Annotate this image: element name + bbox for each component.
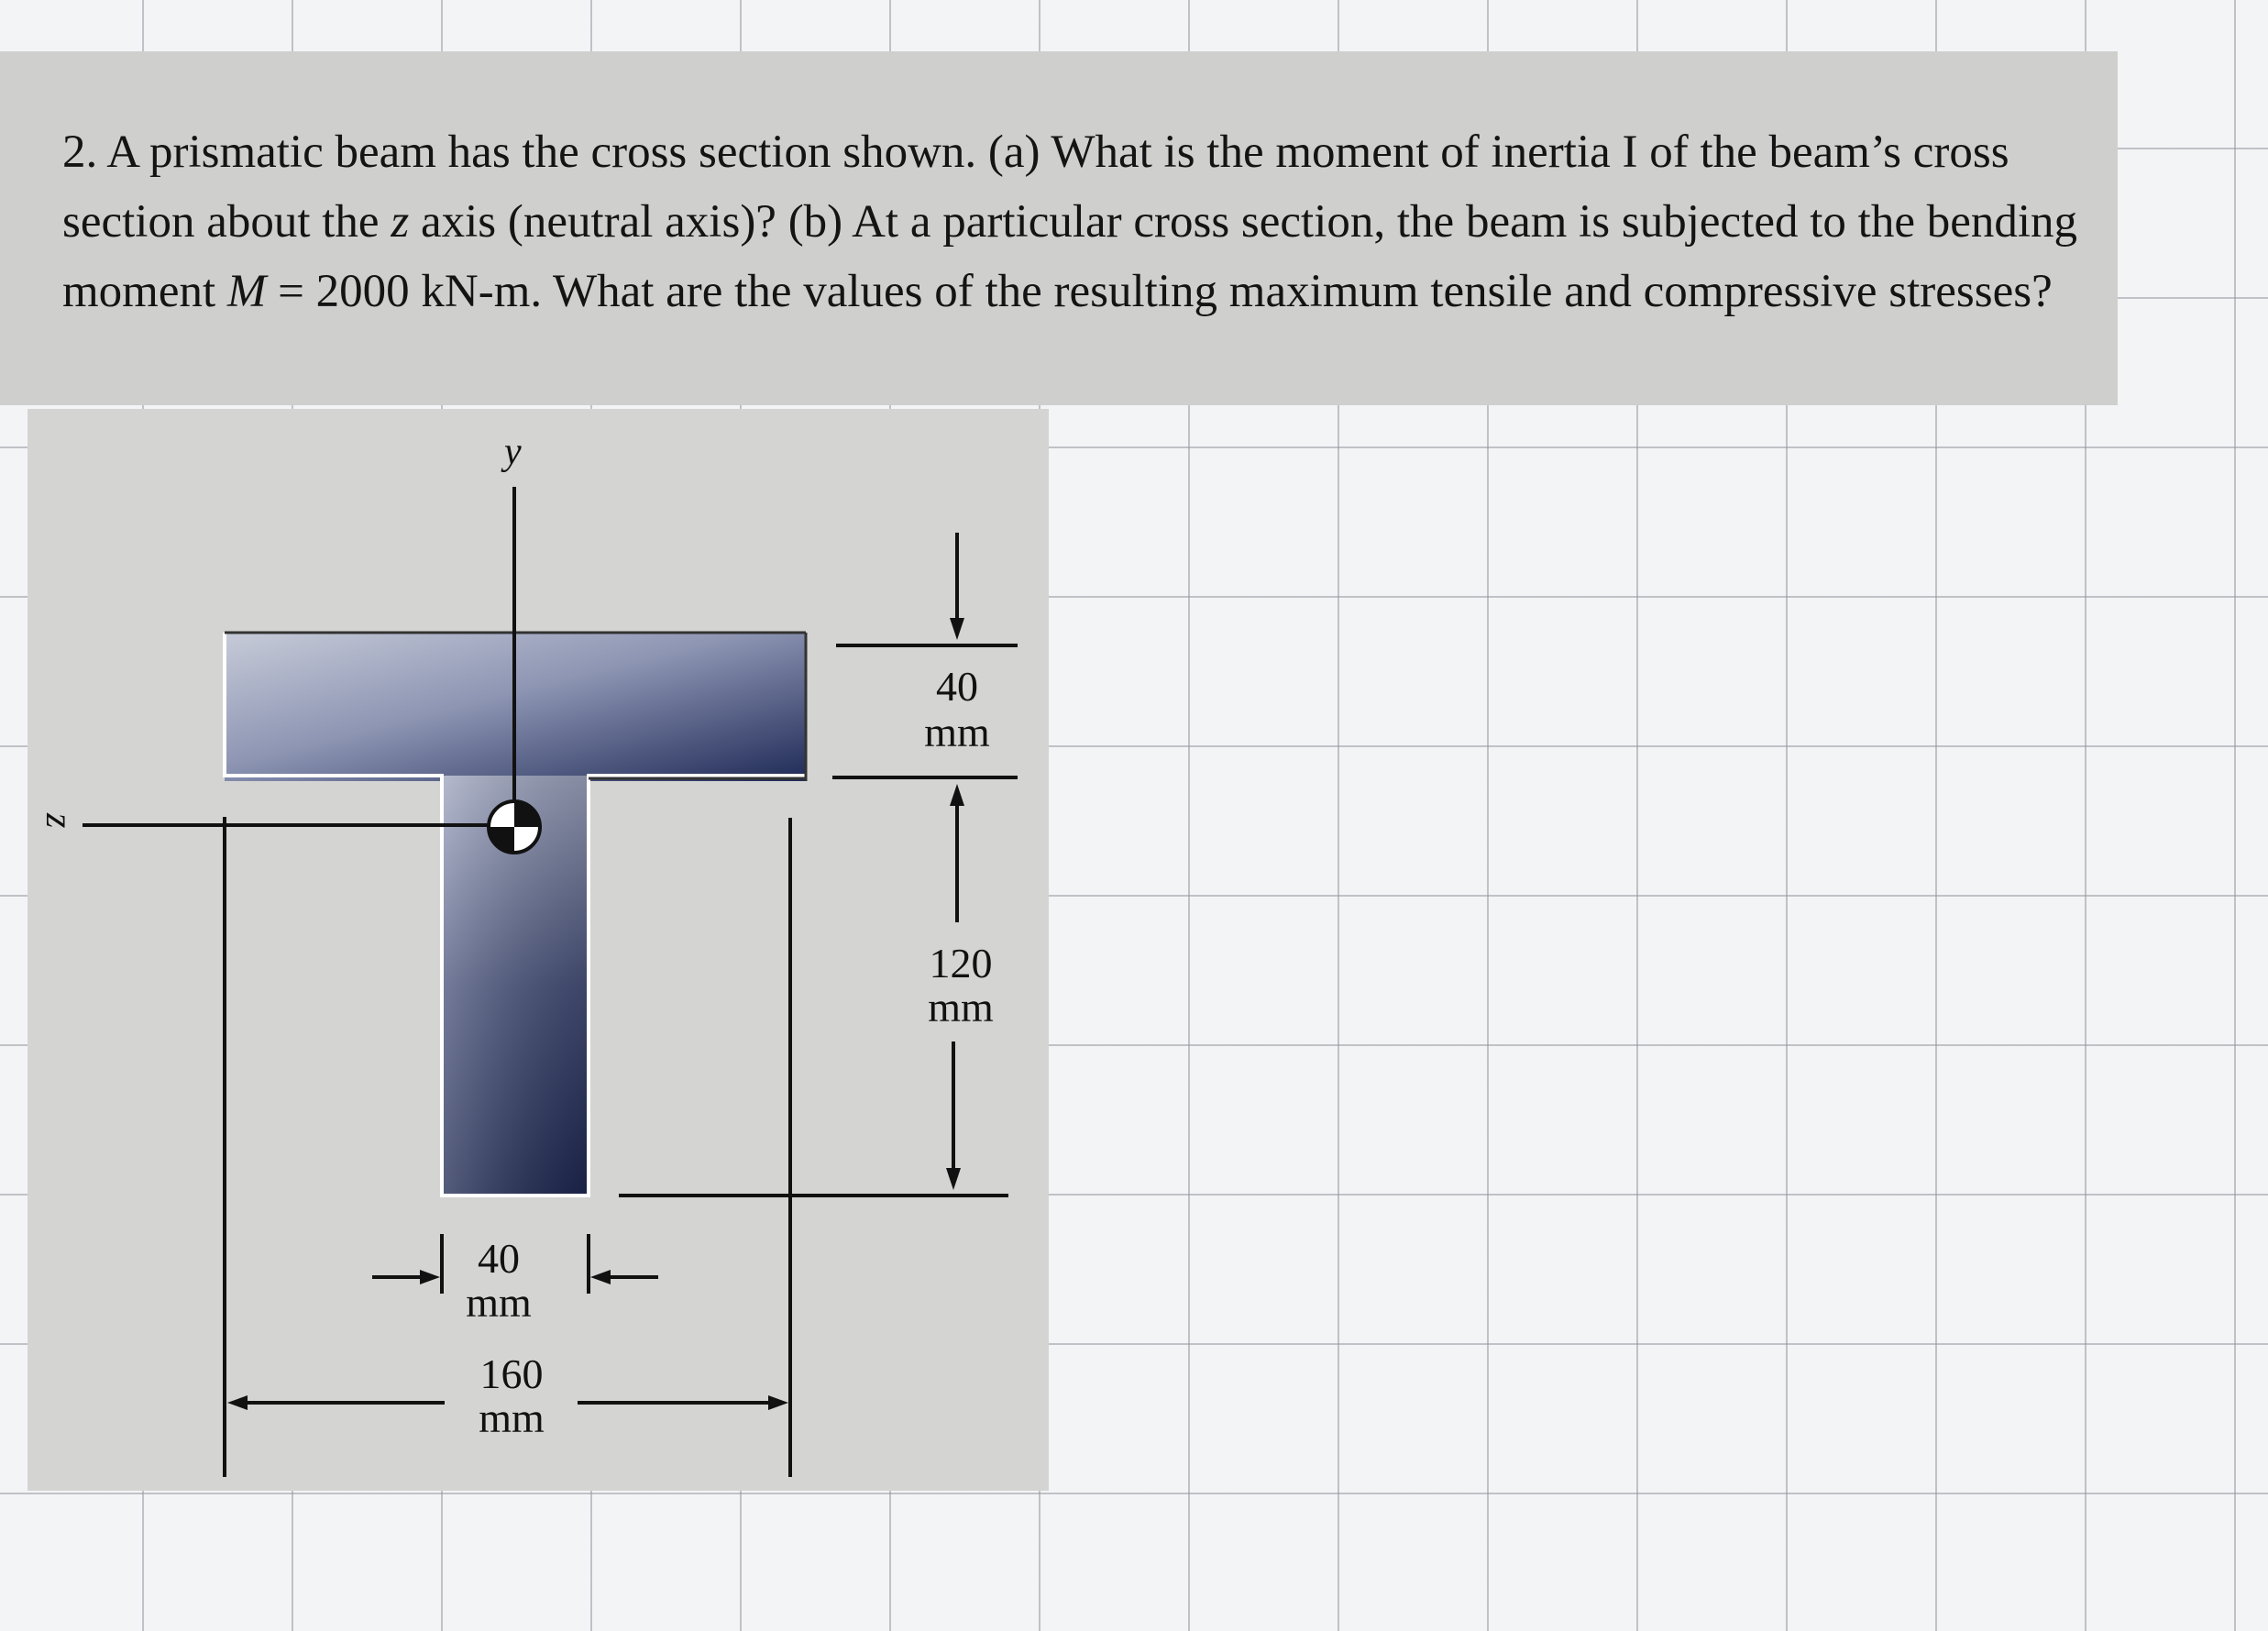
problem-statement (62, 117, 2097, 326)
problem-text-part1: A prismatic beam has the cross section shown. (a) What is the moment of inertia I of the beam’s cross section about the (62, 127, 2009, 248)
arrowhead-right (420, 1270, 440, 1284)
arrowhead-up (950, 784, 964, 806)
z-axis-label: z (38, 813, 80, 829)
arrowhead-left (590, 1270, 611, 1284)
web-width-unit: mm (466, 1279, 532, 1326)
flange-width-value: 160 (479, 1350, 544, 1397)
arrowhead-right (768, 1395, 788, 1410)
problem-number: 2. (62, 127, 98, 178)
m-symbol: M (226, 266, 267, 317)
flange-width-unit: mm (479, 1394, 545, 1441)
cross-section-figure (28, 409, 1049, 1491)
problem-text-part2: axis (neutral axis)? (b) At a particular cross section, the beam is subjected to the bending moment (62, 196, 2078, 317)
arrowhead-down (946, 1168, 961, 1190)
z-symbol: z (391, 196, 410, 248)
web-height-value: 120 (929, 940, 993, 986)
arrowhead-left (227, 1395, 248, 1410)
moment-value: = 2000 kN-m. (266, 266, 543, 317)
web-width-value: 40 (478, 1235, 520, 1282)
problem-card (0, 51, 2118, 405)
y-axis-label: y (504, 431, 522, 473)
problem-text-part3: What are the values of the resulting maximum tensile and compressive stresses? (542, 266, 2053, 317)
flange-thickness-value: 40 (936, 663, 978, 710)
tee-section-diagram (28, 409, 1049, 1491)
web-height-unit: mm (928, 984, 994, 1030)
flange-thickness-unit: mm (924, 709, 990, 755)
arrowhead-down (950, 618, 964, 640)
centroid-icon (489, 801, 540, 853)
